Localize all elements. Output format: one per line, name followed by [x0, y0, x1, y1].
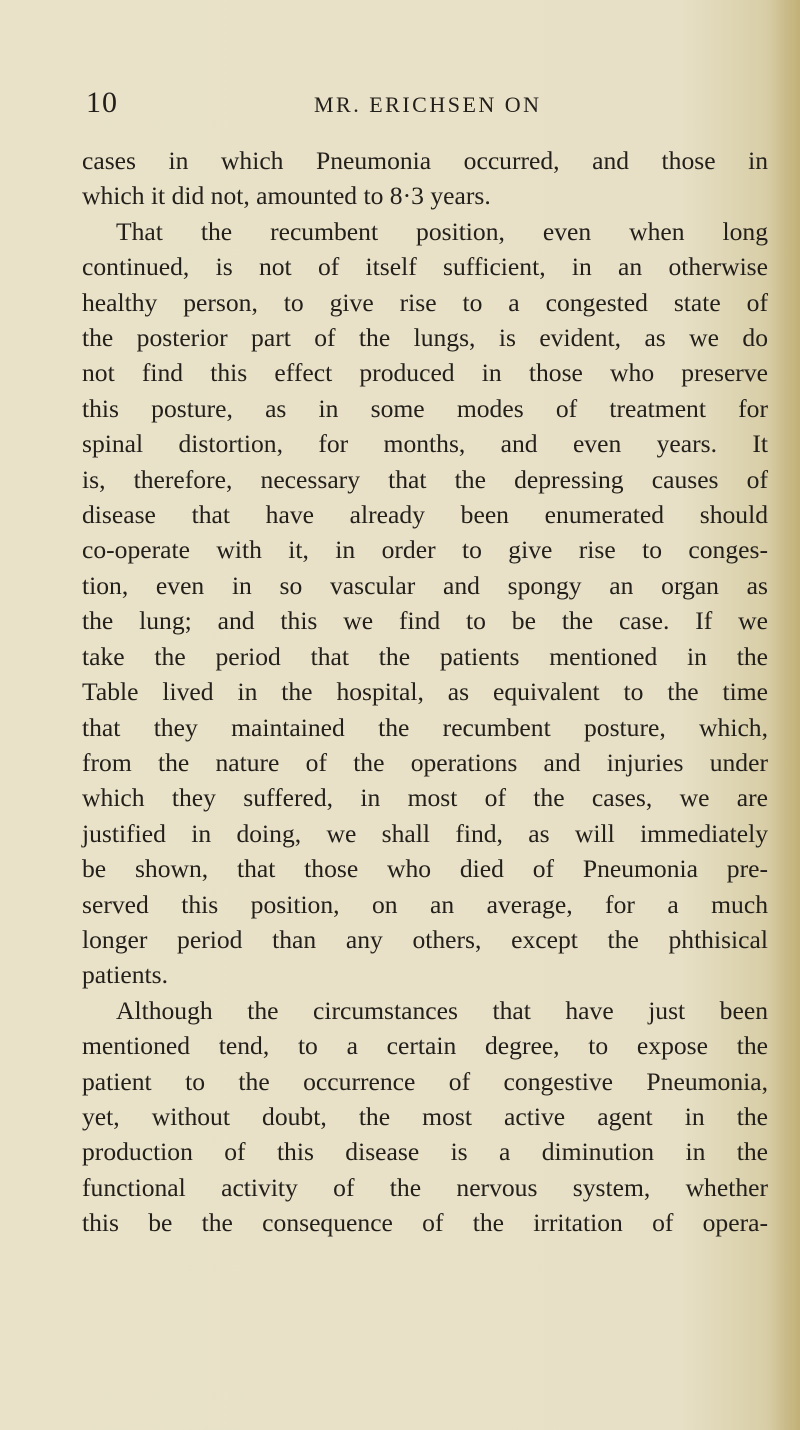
- text-line: not find this effect produced in those who preserve: [82, 358, 768, 388]
- text-line: yet, without doubt, the most active agent in the: [82, 1101, 768, 1131]
- text-line: tion, even in so vascular and spongy an organ as: [82, 570, 768, 600]
- text-line: patient to the occurrence of congestive Pneumonia,: [82, 1066, 768, 1096]
- text-line: this posture, as in some modes of treatment for: [82, 393, 768, 423]
- text-line: is, therefore, necessary that the depressing causes of: [82, 464, 768, 494]
- text-line: take the period that the patients mentioned in the: [82, 641, 768, 671]
- paragraph-first-line: Although the circumstances that have just been: [116, 995, 768, 1025]
- running-header: [86, 86, 776, 126]
- body-text: [82, 143, 768, 1241]
- text-line: spinal distortion, for months, and even years. It: [82, 429, 768, 459]
- text-line: the posterior part of the lungs, is evident, as we do: [82, 323, 768, 353]
- page-number: 10: [86, 86, 118, 119]
- text-line: mentioned tend, to a certain degree, to expose the: [82, 1031, 768, 1061]
- text-line: patients.: [82, 960, 169, 990]
- text-line: the lung; and this we find to be the case. If we: [82, 606, 768, 636]
- text-line: continued, is not of itself sufficient, in an otherwise: [82, 252, 768, 282]
- text-line: that they maintained the recumbent posture, which,: [82, 712, 768, 742]
- text-line: disease that have already been enumerated should: [82, 500, 768, 530]
- text-line: this be the consequence of the irritation of opera-: [82, 1208, 768, 1238]
- text-line: be shown, that those who died of Pneumonia pre-: [82, 854, 768, 884]
- text-line: healthy person, to give rise to a congested state of: [82, 287, 768, 317]
- text-line: production of this disease is a diminution in the: [82, 1137, 768, 1167]
- text-line: from the nature of the operations and injuries under: [82, 747, 768, 777]
- text-line: justified in doing, we shall find, as will immediately: [82, 818, 768, 848]
- page-edge-shadow: [770, 0, 800, 1430]
- text-line: which they suffered, in most of the cases, we are: [82, 783, 768, 813]
- text-line: functional activity of the nervous system, whether: [82, 1172, 768, 1202]
- text-line: which it did not, amounted to 8·3 years.: [82, 181, 491, 211]
- text-line: longer period than any others, except the phthisical: [82, 924, 768, 954]
- text-line: co-operate with it, in order to give rise to conges-: [82, 535, 768, 565]
- text-line: served this position, on an average, for a much: [82, 889, 768, 919]
- text-line: cases in which Pneumonia occurred, and those in: [82, 146, 768, 175]
- text-line: Table lived in the hospital, as equivalent to the time: [82, 677, 768, 707]
- running-title: MR. ERICHSEN ON: [314, 92, 542, 117]
- paragraph-first-line: That the recumbent position, even when long: [116, 216, 768, 246]
